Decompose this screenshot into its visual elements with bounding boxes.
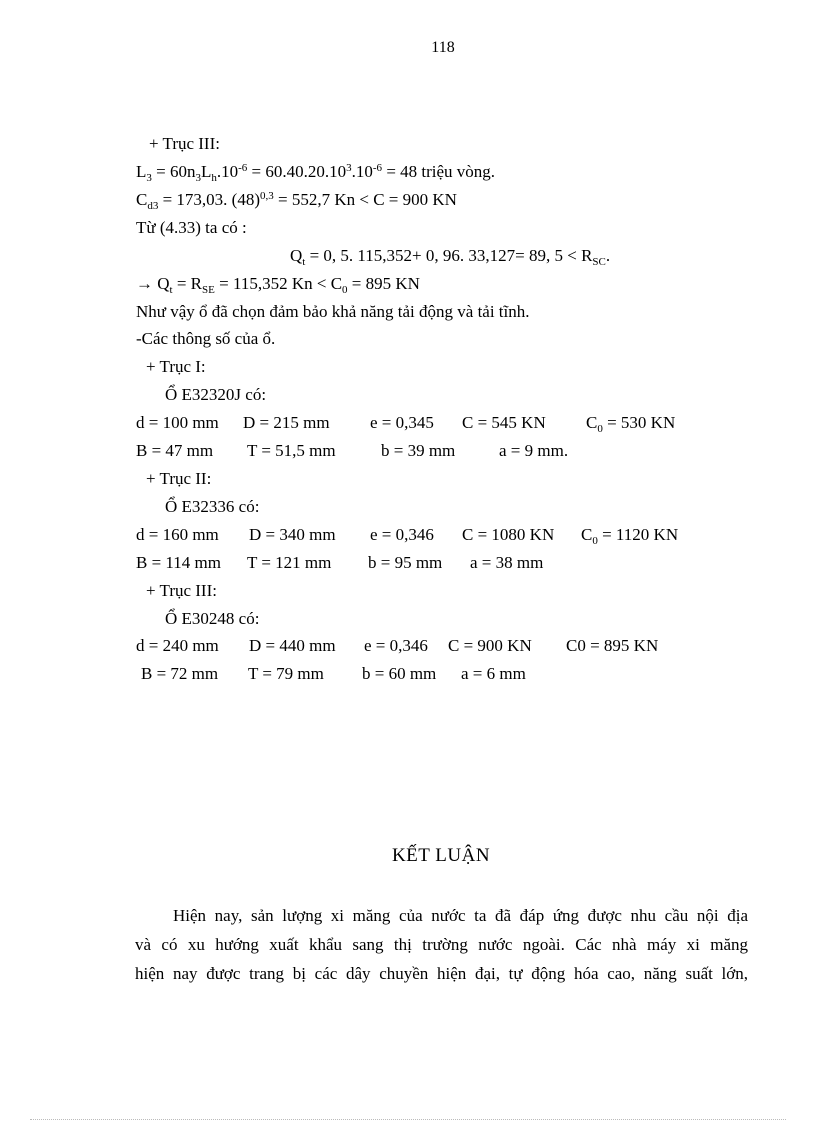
param-B: B = 72 mm: [141, 664, 219, 683]
conclusion-line: Hiện nay, sản lượng xi măng của nước ta đã đáp ứng được nhu cầu nội địa: [173, 906, 748, 925]
param-T: T = 51,5 mm: [247, 441, 336, 460]
param-T: T = 79 mm: [248, 664, 324, 683]
param-e: e = 0,346: [370, 525, 434, 544]
param-b: b = 39 mm: [381, 441, 456, 460]
param-d: d = 160 mm: [136, 525, 219, 544]
param-C0: $C_0 = 1120$ KN: [581, 525, 679, 547]
param-e: e = 0,345: [370, 413, 434, 432]
param-B: B = 47 mm: [136, 441, 214, 460]
param-C: C = 900 KN: [448, 636, 532, 655]
param-b: b = 95 mm: [368, 553, 443, 572]
conclusion-line: và có xu hướng xuất khẩu sang thị trường nước ngoài. Các nhà máy xi măng: [135, 935, 748, 954]
param-T: T = 121 mm: [247, 553, 332, 572]
bearing-parameters-title: -Các thông số của ổ.: [136, 329, 276, 348]
param-C: C = 1080 KN: [462, 525, 555, 544]
bearing-shaft-heading: + Trục III:: [146, 581, 217, 600]
param-a: a = 6 mm: [461, 664, 526, 683]
bearing-shaft-heading: + Trục II:: [146, 469, 212, 488]
param-a: a = 38 mm: [470, 553, 544, 572]
bearing-model: Ổ E30248 có:: [165, 609, 260, 628]
param-C0: C0 = 895 KN: [566, 636, 659, 655]
life-equation: $L_3 = 60n_3L_h.10^{-6} = 60.40.20.10^3.10^{-6} = 48$ triệu vòng.: [136, 162, 496, 184]
bearing-model: Ổ E32320J có:: [165, 385, 267, 404]
param-d: d = 240 mm: [136, 636, 219, 655]
param-D: D = 440 mm: [249, 636, 336, 655]
conclusion-heading: KẾT LUẬN: [391, 845, 491, 866]
selection-conclusion: Như vậy ổ đã chọn đảm bảo khả năng tải động và tải tĩnh.: [136, 302, 530, 321]
bearing-model: Ổ E32336 có:: [165, 497, 260, 516]
param-b: b = 60 mm: [362, 664, 437, 683]
param-B: B = 114 mm: [136, 553, 221, 572]
page-bottom-divider: [30, 1119, 786, 1120]
shaft3-heading: + Trục III:: [149, 134, 220, 153]
param-a: a = 9 mm.: [499, 441, 569, 460]
conclusion-line: hiện nay được trang bị các dây chuyền hiện đại, tự động hóa cao, năng suất lớn,: [135, 964, 748, 983]
param-d: d = 100 mm: [136, 413, 219, 432]
param-C0: $C_0 = 530$ KN: [586, 413, 676, 435]
param-D: D = 340 mm: [249, 525, 336, 544]
dynamic-load-equation: $C_{d3} = 173,03$. $(48)^{0,3} = 552,7$ Kn < C = 900 KN: [136, 190, 457, 212]
static-load-result: → $Q_t = R_{SE} = 115,352$ $Kn < C_0 = 895$ KN: [136, 274, 420, 296]
from-equation-text: Từ (4.33) ta có :: [136, 218, 247, 237]
bearing-shaft-heading: + Trục I:: [146, 357, 206, 376]
page-number: 118: [431, 39, 455, 56]
param-C: C = 545 KN: [462, 413, 546, 432]
param-e: e = 0,346: [364, 636, 428, 655]
static-load-equation: $Q_t = 0$, 5. 115,352+ 0, 96. 33,127= 89, $5 < R_{SC}$.: [290, 246, 611, 268]
param-D: D = 215 mm: [243, 413, 330, 432]
